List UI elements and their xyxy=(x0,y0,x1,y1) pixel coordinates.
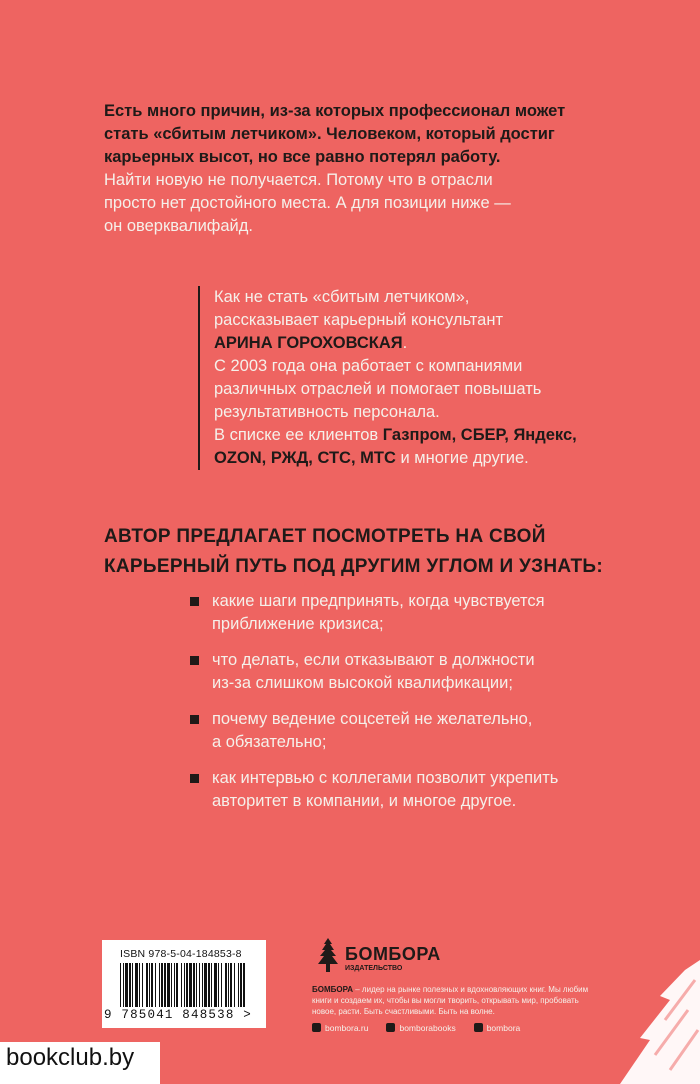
barcode-bar xyxy=(181,963,182,1007)
clients-list: Газпром, СБЕР, Яндекс, xyxy=(382,426,577,444)
globe-icon xyxy=(312,1023,321,1032)
author-name: АРИНА ГОРОХОВСКАЯ xyxy=(214,334,403,352)
clients-line xyxy=(214,447,614,470)
clients-prefix: В списке ее клиентов xyxy=(214,426,383,444)
list-item xyxy=(190,649,610,695)
intro-light-line: Найти новую не получается. Потому что в отрасли xyxy=(104,171,493,189)
publisher-description-bold: БОМБОРА xyxy=(312,985,354,994)
barcode-bar xyxy=(204,963,207,1007)
barcode-bar xyxy=(238,963,239,1007)
intro-bold-line: стать «сбитым летчиком». Человеком, который достиг xyxy=(104,125,555,143)
barcode-bar xyxy=(151,963,153,1007)
barcode-bar xyxy=(167,963,170,1007)
clients-list: OZON, РЖД, СТС, МТС xyxy=(214,449,396,467)
barcode-bar xyxy=(199,963,200,1007)
list-item-line: приближение кризиса; xyxy=(212,615,384,633)
barcode-bar xyxy=(174,963,175,1007)
barcode-bar xyxy=(230,963,232,1007)
heading-line: КАРЬЕРНЫЙ ПУТЬ ПОД ДРУГИМ УГЛОМ И УЗНАТЬ: xyxy=(104,556,603,577)
barcode-bar xyxy=(225,963,227,1007)
author-line: различных отраслей и помогает повышать xyxy=(214,380,542,398)
barcode-bar xyxy=(161,963,163,1007)
social-vk-label: bombora xyxy=(486,1023,521,1033)
social-links xyxy=(312,1023,520,1033)
publisher-subtitle: ИЗДАТЕЛЬСТВО xyxy=(345,965,403,972)
author-line: Как не стать «сбитым летчиком», xyxy=(214,288,470,306)
intro-light-line: он оверквалифайд. xyxy=(104,217,253,235)
list-item xyxy=(190,708,610,754)
barcode-icon xyxy=(118,963,250,1009)
barcode-bar xyxy=(218,963,219,1007)
barcode-bar xyxy=(135,963,138,1007)
author-name-suffix: . xyxy=(402,334,408,352)
isbn-label: ISBN 978-5-04-184853-8 xyxy=(120,948,242,960)
brush-stroke-icon xyxy=(560,960,700,1084)
intro-bold-line: Есть много причин, из-за которых профессионал может xyxy=(104,102,566,120)
author-block xyxy=(198,286,614,470)
vk-icon xyxy=(474,1023,483,1032)
barcode-bar xyxy=(120,963,121,1007)
author-name-line xyxy=(214,332,614,355)
barcode-bar xyxy=(214,963,217,1007)
barcode-bar xyxy=(164,963,166,1007)
author-line: С 2003 года она работает с компаниями xyxy=(214,357,523,375)
barcode-bar xyxy=(243,963,245,1007)
bullet-list xyxy=(190,590,610,826)
barcode-bar xyxy=(193,963,195,1007)
social-site[interactable] xyxy=(312,1023,368,1033)
bombora-logo-icon xyxy=(312,936,344,976)
barcode-bar xyxy=(171,963,172,1007)
section-heading xyxy=(104,522,604,582)
list-item-line: а обязательно; xyxy=(212,733,327,751)
publisher-description xyxy=(312,984,602,1017)
author-line: результативность персонала. xyxy=(214,403,440,421)
barcode-bar xyxy=(129,963,131,1007)
bullet-square-icon xyxy=(190,597,199,606)
barcode-bar xyxy=(146,963,148,1007)
author-line: рассказывает карьерный консультант xyxy=(214,311,504,329)
publisher-description-text: – лидер на рынке полезных и вдохновляющих книг. Мы любим книги и создаем их, чтобы вы могли творить, открывать мир, пробовать новое, расти. Быть счастливыми. Быть на волне. xyxy=(312,985,589,1016)
barcode-bar xyxy=(159,963,160,1007)
barcode-bar xyxy=(149,963,150,1007)
list-item-line: что делать, если отказывают в должности xyxy=(212,651,535,669)
social-vk[interactable] xyxy=(474,1023,521,1033)
barcode-bar xyxy=(132,963,133,1007)
list-item-line: как интервью с коллегами позволит укрепить xyxy=(212,769,559,787)
bullet-square-icon xyxy=(190,715,199,724)
publisher-name: БОМБОРА xyxy=(345,944,441,964)
list-item-line: почему ведение соцсетей не желательно, xyxy=(212,710,533,728)
list-item-line: из-за слишком высокой квалификации; xyxy=(212,674,513,692)
watermark-text: bookclub.by xyxy=(6,1044,135,1071)
social-site-label: bombora.ru xyxy=(325,1023,369,1033)
bullet-square-icon xyxy=(190,774,199,783)
list-item-line: какие шаги предпринять, когда чувствуется xyxy=(212,592,545,610)
barcode-bar xyxy=(123,963,124,1007)
barcode-bar xyxy=(189,963,192,1007)
barcode-bar xyxy=(142,963,143,1007)
barcode-bar xyxy=(221,963,222,1007)
barcode-digits: 9 785041 848538 > xyxy=(104,1008,252,1022)
barcode-bar xyxy=(184,963,185,1007)
barcode-bar xyxy=(234,963,235,1007)
intro-paragraph xyxy=(104,100,584,238)
barcode-bar xyxy=(228,963,229,1007)
clients-line xyxy=(214,424,614,447)
list-item-line: авторитет в компании, и многое другое. xyxy=(212,792,517,810)
intro-light-line: просто нет достойного места. А для позиции ниже — xyxy=(104,194,511,212)
barcode-bar xyxy=(196,963,197,1007)
heading-line: АВТОР ПРЕДЛАГАЕТ ПОСМОТРЕТЬ НА СВОЙ xyxy=(104,526,546,547)
barcode-bar xyxy=(155,963,156,1007)
barcode-bar xyxy=(211,963,212,1007)
social-telegram[interactable] xyxy=(386,1023,455,1033)
barcode-bar xyxy=(139,963,140,1007)
barcode-bar xyxy=(176,963,178,1007)
clients-suffix: и многие другие. xyxy=(395,449,529,467)
barcode-bar xyxy=(202,963,203,1007)
barcode-bar xyxy=(186,963,188,1007)
bullet-square-icon xyxy=(190,656,199,665)
barcode-bar xyxy=(208,963,210,1007)
intro-bold-line: карьерных высот, но все равно потерял работу. xyxy=(104,148,501,166)
barcode-bar xyxy=(240,963,242,1007)
telegram-icon xyxy=(386,1023,395,1032)
list-item xyxy=(190,590,610,636)
barcode-bar xyxy=(125,963,128,1007)
list-item xyxy=(190,767,610,813)
social-telegram-label: bomborabooks xyxy=(399,1023,456,1033)
